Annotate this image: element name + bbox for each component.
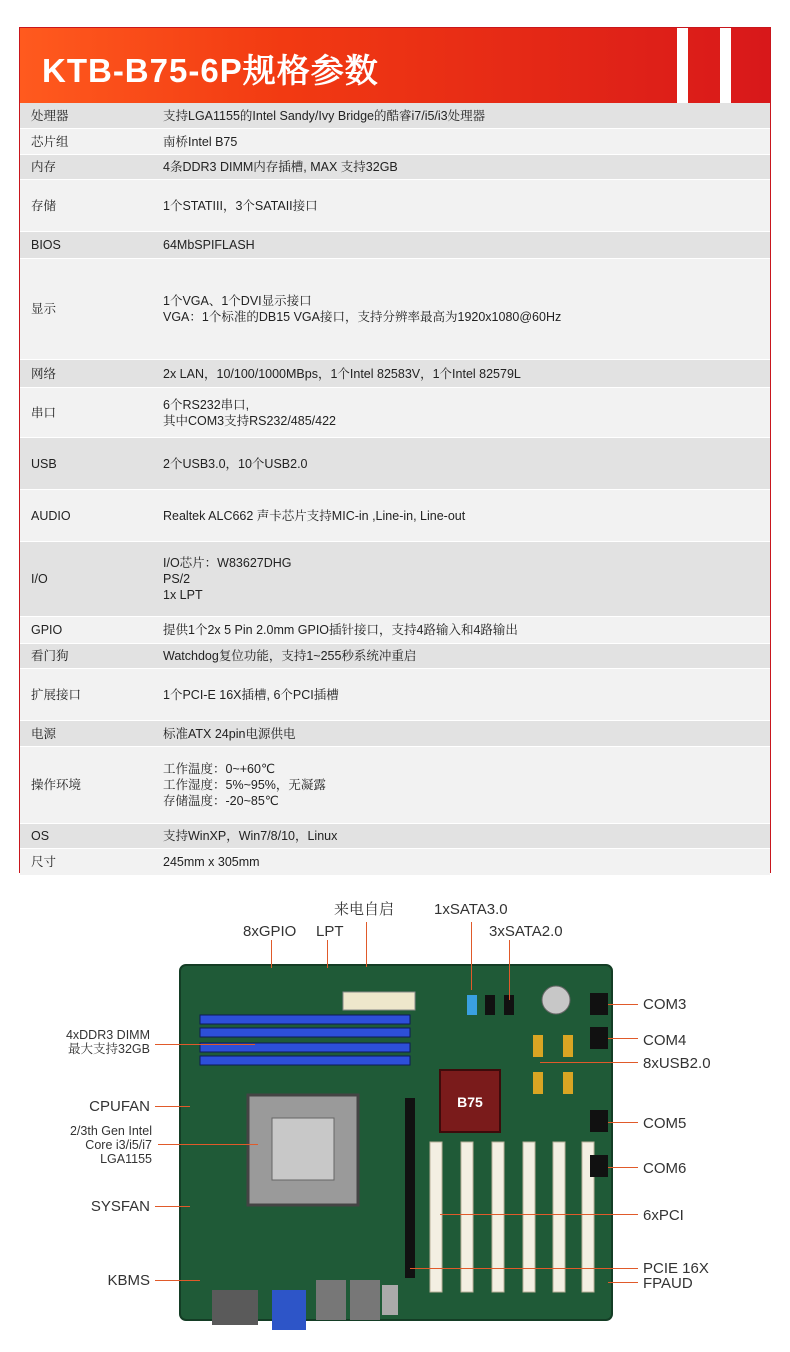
callout-lpt: LPT [316,923,344,940]
callout-cpu: 2/3th Gen Intel Core i3/i5/i7 LGA1155 [69,1124,152,1166]
leader-line [410,1268,638,1269]
leader-line [608,1004,638,1005]
spec-row-serial [20,388,770,438]
spec-label: USB [31,456,57,471]
spec-row-display [20,259,770,360]
banner-stripe [677,28,688,103]
spec-value: 支持WinXP，Win7/8/10，Linux [163,829,338,843]
page-title: KTB-B75-6P规格参数 [42,52,379,89]
spec-label: 操作环境 [31,778,82,792]
callout-pcie: PCIE 16X [643,1260,709,1277]
spec-label: 内存 [31,160,57,174]
spec-row-watchdog [20,644,770,669]
chip-label: B75 [457,1094,483,1110]
callout-sata2: 3xSATA2.0 [489,923,563,940]
spec-label: 电源 [31,726,57,741]
callout-cpufan: CPUFAN [89,1098,150,1115]
spec-label: OS [31,829,50,843]
spec-label: 看门狗 [31,649,69,663]
leader-line [608,1122,638,1123]
leader-line [540,1062,638,1063]
spec-row-audio [20,490,770,542]
callout-dimm: 4xDDR3 DIMM 最大支持32GB [65,1028,150,1056]
spec-row-size [20,849,770,875]
callout-sysfan: SYSFAN [90,1198,150,1215]
leader-line [327,940,328,968]
leader-line [608,1167,638,1168]
leader-line [158,1144,258,1145]
spec-label: 尺寸 [31,855,57,869]
spec-label: 扩展接口 [31,687,82,702]
leader-line [509,940,510,1000]
spec-value: 支持LGA1155的Intel Sandy/Ivy Bridge的酷睿i7/i5/i3处理器 [163,108,486,123]
spec-value: Realtek ALC662 声卡芯片支持MIC-in ,Line-in, Line-out [163,508,466,523]
spec-row-network [20,360,770,388]
spec-label: 处理器 [31,108,69,123]
spec-value: 1个VGA、1个DVI显示接口 VGA：1个标准的DB15 VGA接口，支持分辨率最高为1920x1080@60Hz [163,294,562,324]
leader-line [155,1206,190,1207]
spec-table [20,103,770,875]
callout-usb: 8xUSB2.0 [643,1055,711,1072]
pcie-slot [405,1098,415,1278]
spec-value: 1个STATIII，3个SATAII接口 [163,198,318,213]
banner-stripe [720,28,731,103]
spec-row-io [20,542,770,617]
callout-power-on: 来电自启 [334,901,395,918]
spec-value: Watchdog复位功能，支持1~255秒系统冲重启 [163,649,417,663]
spec-value: 4条DDR3 DIMM内存插槽, MAX 支持32GB [163,160,398,174]
callout-gpio: 8xGPIO [243,923,297,940]
spec-label: 串口 [31,405,57,420]
spec-row-usb [20,438,770,490]
leader-line [440,1214,638,1215]
spec-row-cpu [20,103,770,129]
spec-label: 存储 [31,198,57,213]
spec-row-environment [20,747,770,824]
leader-line [471,922,472,990]
leader-line [608,1038,638,1039]
leader-line [271,940,272,968]
spec-row-storage [20,180,770,232]
spec-label: BIOS [31,238,61,252]
spec-label: 显示 [31,302,57,316]
callout-sata3: 1xSATA3.0 [434,901,508,918]
spec-row-expansion [20,669,770,721]
spec-label: AUDIO [31,508,71,523]
spec-value: 245mm x 305mm [163,855,260,869]
spec-value: 6个RS232串口, 其中COM3支持RS232/485/422 [163,397,336,428]
spec-label: 芯片组 [31,134,69,149]
spec-value: 南桥Intel B75 [163,134,238,149]
spec-value: 2个USB3.0，10个USB2.0 [163,456,308,471]
spec-value: I/O芯片：W83627DHG PS/2 1x LPT [163,556,292,602]
leader-line [155,1106,190,1107]
callout-pci: 6xPCI [643,1207,684,1224]
spec-value: 2x LAN，10/100/1000MBps，1个Intel 82583V，1个Intel 82579L [163,366,521,381]
callout-com3: COM3 [643,996,687,1013]
callout-com5: COM5 [643,1115,687,1132]
spec-value: 工作温度：0~+60℃ 工作湿度：5%~95%，无凝露 存储温度：-20~85℃ [163,762,326,808]
leader-line [155,1044,255,1045]
spec-row-power [20,721,770,747]
spec-label: I/O [31,572,48,586]
spec-value: 标准ATX 24pin电源供电 [163,726,296,741]
spec-panel [19,27,771,873]
spec-label: GPIO [31,623,63,637]
spec-row-os [20,824,770,849]
callout-com4: COM4 [643,1032,687,1049]
spec-value: 提供1个2x 5 Pin 2.0mm GPIO插针接口，支持4路输入和4路输出 [163,623,518,637]
callout-com6: COM6 [643,1160,687,1177]
spec-label: 网络 [31,366,57,381]
spec-row-gpio [20,617,770,644]
spec-value: 1个PCI-E 16X插槽, 6个PCI插槽 [163,687,339,702]
motherboard-diagram [0,880,790,1352]
leader-line [608,1282,638,1283]
leader-line [366,922,367,967]
spec-row-memory [20,155,770,180]
title-banner [20,28,770,103]
spec-row-bios [20,232,770,259]
callout-kbms: KBMS [107,1272,150,1289]
spec-row-chipset [20,129,770,155]
leader-line [155,1280,200,1281]
spec-value: 64MbSPIFLASH [163,238,255,252]
callout-fpaud: FPAUD [643,1275,693,1292]
